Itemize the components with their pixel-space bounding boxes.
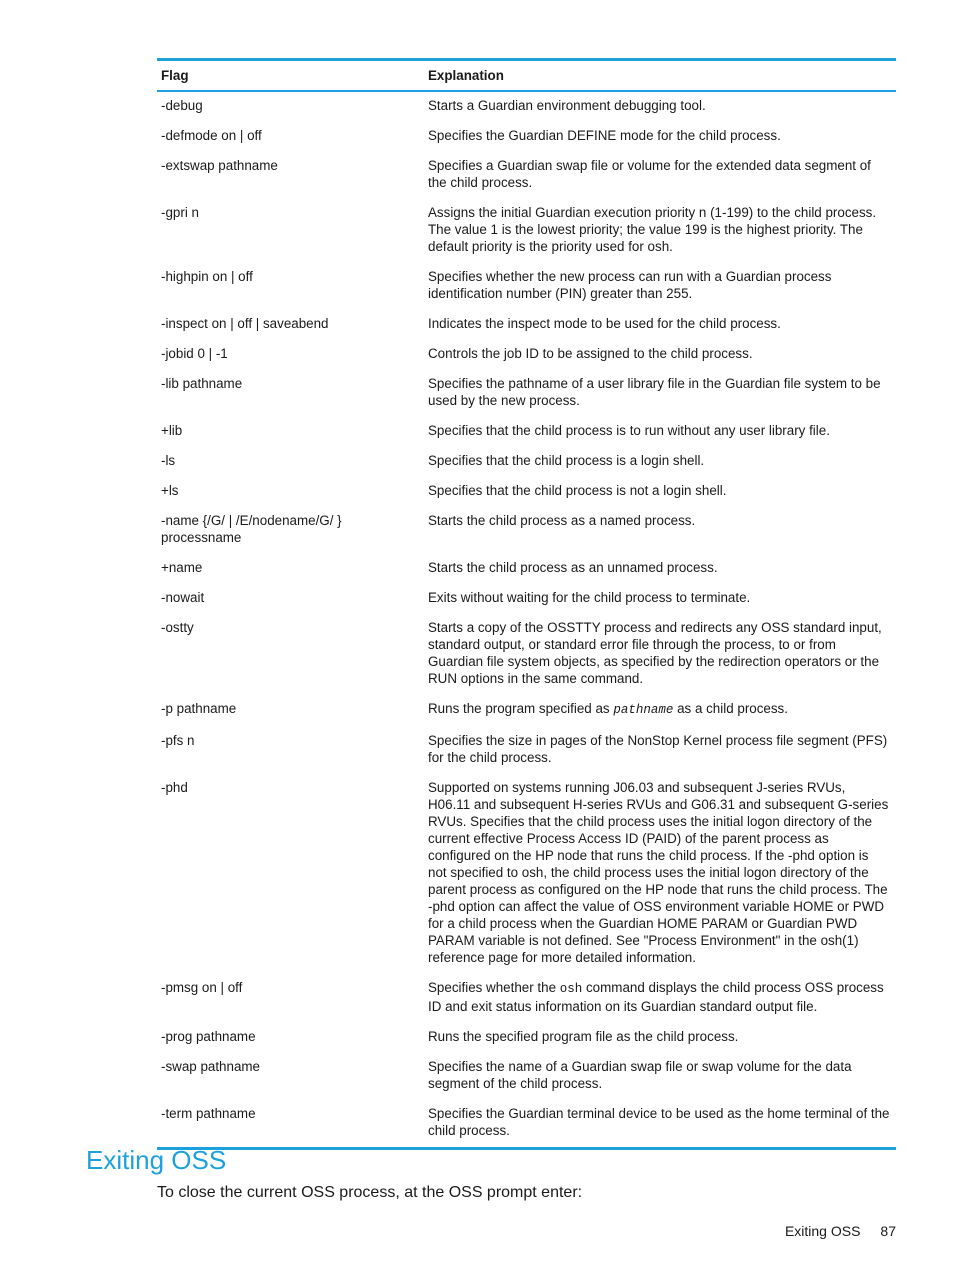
flag-cell: -gpri n [161, 205, 199, 220]
flag-cell: +ls [161, 483, 179, 498]
explanation-cell: Starts the child process as an unnamed process. [428, 560, 718, 575]
table-row [157, 1053, 896, 1100]
table-row [157, 417, 896, 447]
table-row [157, 1023, 896, 1053]
explanation-cell: Specifies the size in pages of the NonStop Kernel process file segment (PFS) for the child process. [428, 733, 888, 765]
table-row [157, 774, 896, 974]
table-row [157, 310, 896, 340]
explanation-text: Specifies whether the [428, 980, 560, 995]
flag-cell: +lib [161, 423, 183, 438]
explanation-cell: Specifies whether the new process can run with a Guardian process identification number (PIN) greater than 255. [428, 269, 832, 301]
code-pathname: pathname [613, 703, 674, 717]
explanation-cell: Specifies that the child process is a login shell. [428, 453, 705, 468]
flag-cell: -highpin on | off [161, 269, 253, 284]
explanation-cell [424, 974, 896, 1023]
explanation-text: Runs the program specified as [428, 701, 614, 716]
explanation-cell: Assigns the initial Guardian execution priority n (1-199) to the child process. The value 1 is the lowest priority; the value 199 is the highest priority. The default priority is the priority used for osh. [428, 205, 877, 254]
flag-cell: -ls [161, 453, 176, 468]
flag-cell: -jobid 0 | -1 [161, 346, 228, 361]
table-row [157, 447, 896, 477]
table-row [157, 507, 896, 554]
explanation-cell: Starts a copy of the OSSTTY process and redirects any OSS standard input, standard output, or standard error file through the process, to or from Guardian file system objects, as specified by the redirection operators or the RUN options in the same command. [428, 620, 882, 686]
flag-cell: -inspect on | off | saveabend [161, 316, 329, 331]
table-row [157, 695, 896, 727]
table-row [157, 340, 896, 370]
section-body-text: To close the current OSS process, at the OSS prompt enter: [157, 1184, 583, 1201]
code-osh: osh [559, 982, 583, 996]
flag-cell: -debug [161, 98, 203, 113]
flag-table [157, 58, 896, 1150]
table-row [157, 91, 896, 122]
flag-cell: -nowait [161, 590, 205, 605]
flag-cell: -extswap pathname [161, 158, 278, 173]
flag-cell: -phd [161, 780, 188, 795]
column-header-explanation: Explanation [428, 68, 504, 83]
table-row [157, 1100, 896, 1149]
flag-cell: -ostty [161, 620, 194, 635]
explanation-cell: Runs the specified program file as the child process. [428, 1029, 739, 1044]
table-row [157, 370, 896, 417]
table-row [157, 263, 896, 310]
explanation-cell: Specifies that the child process is to run without any user library file. [428, 423, 830, 438]
flag-cell: -defmode on | off [161, 128, 262, 143]
explanation-cell: Indicates the inspect mode to be used for the child process. [428, 316, 781, 331]
explanation-cell [424, 695, 896, 727]
table-row [157, 199, 896, 263]
flag-cell: -pfs n [161, 733, 195, 748]
explanation-cell: Specifies the name of a Guardian swap file or swap volume for the data segment of the child process. [428, 1059, 852, 1091]
column-header-flag: Flag [161, 68, 189, 83]
flag-cell: -lib pathname [161, 376, 243, 391]
table-row [157, 477, 896, 507]
table-row [157, 584, 896, 614]
table-row [157, 727, 896, 774]
section-title: Exiting OSS [86, 1145, 227, 1175]
flag-cell: -p pathname [161, 701, 237, 716]
explanation-cell: Specifies the Guardian terminal device to be used as the home terminal of the child process. [428, 1106, 890, 1138]
explanation-cell: Specifies that the child process is not a login shell. [428, 483, 727, 498]
page-number: 87 [880, 1223, 896, 1239]
explanation-text: command displays the child process OSS process ID and exit status information on its Guardian standard output file. [428, 980, 884, 1014]
explanation-cell: Controls the job ID to be assigned to the child process. [428, 346, 753, 361]
explanation-cell: Exits without waiting for the child process to terminate. [428, 590, 751, 605]
flag-cell: -swap pathname [161, 1059, 260, 1074]
explanation-cell: Specifies the Guardian DEFINE mode for the child process. [428, 128, 781, 143]
explanation-cell: Specifies a Guardian swap file or volume for the extended data segment of the child process. [428, 158, 871, 190]
table-body [157, 91, 896, 1149]
table-row [157, 122, 896, 152]
footer-section-name: Exiting OSS [784, 1223, 861, 1239]
table-header-row [157, 60, 896, 92]
table-row [157, 614, 896, 695]
flag-cell: -pmsg on | off [161, 980, 243, 995]
flag-cell: -name {/G/ | /E/nodename/G/ } processname [161, 513, 342, 545]
explanation-cell: Specifies the pathname of a user library file in the Guardian file system to be used by the new process. [428, 376, 881, 408]
page-footer [785, 1223, 896, 1239]
explanation-cell: Starts the child process as a named process. [428, 513, 696, 528]
flag-cell: -term pathname [161, 1106, 256, 1121]
explanation-cell: Supported on systems running J06.03 and subsequent J-series RVUs, H06.11 and subsequent H-series RVUs and G06.31 and subsequent G-series RVUs. Specifies that the child process uses the initial logon directory of the current effective Process Access ID (PAID) of the parent process as configured on the HP node that runs the child process. If the -phd option is not specified to osh, the child process uses the initial logon directory of the parent process as configured on the HP node that runs the child process. The -phd option can affect the value of OSS environment variable HOME or PWD for a child process when the Guardian HOME PARAM or Guardian PWD PARAM variable is not defined. See "Process Environment" in the osh(1) reference page for more detailed information. [428, 780, 889, 965]
table-header [157, 60, 896, 92]
flag-cell: +name [161, 560, 203, 575]
explanation-text: as a child process. [673, 701, 788, 716]
explanation-cell: Starts a Guardian environment debugging tool. [428, 98, 706, 113]
table-row [157, 152, 896, 199]
table-row [157, 974, 896, 1023]
table-row [157, 554, 896, 584]
flag-cell: -prog pathname [161, 1029, 256, 1044]
